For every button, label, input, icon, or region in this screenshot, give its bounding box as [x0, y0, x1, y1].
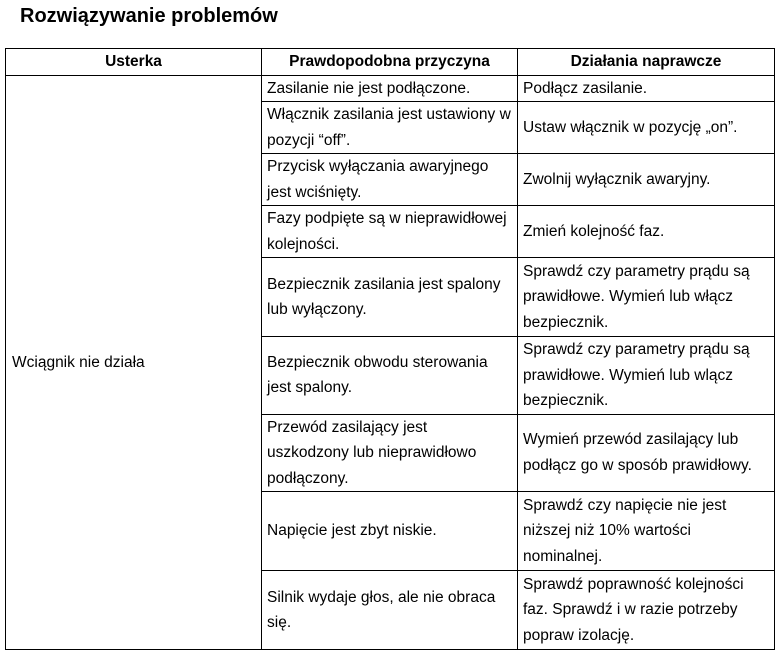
action-cell: Ustaw włącznik w pozycję „on”.	[518, 102, 775, 154]
cause-cell: Przewód zasilający jest uszkodzony lub nieprawidłowo podłączony.	[262, 414, 518, 492]
header-action: Działania naprawcze	[518, 49, 775, 76]
action-cell: Sprawdź czy napięcie nie jest niższej niż 10% wartości nominalnej.	[518, 492, 775, 571]
cause-cell: Bezpiecznik obwodu sterowania jest spalony.	[262, 337, 518, 415]
action-cell: Sprawdź czy parametry prądu są prawidłowe. Wymień lub wlącz bezpiecznik.	[518, 337, 775, 415]
page-title: Rozwiązywanie problemów	[20, 5, 278, 27]
header-cause: Prawdopodobna przyczyna	[262, 49, 518, 76]
header-row	[6, 49, 775, 76]
cause-cell: Fazy podpięte są w nieprawidłowej kolejności.	[262, 206, 518, 258]
action-cell: Zwolnij wyłącznik awaryjny.	[518, 154, 775, 206]
cause-cell: Bezpiecznik zasilania jest spalony lub wyłączony.	[262, 258, 518, 337]
action-cell: Sprawdź poprawność kolejności faz. Sprawdź i w razie potrzeby popraw izolację.	[518, 571, 775, 650]
action-cell: Podłącz zasilanie.	[518, 75, 775, 102]
action-cell: Wymień przewód zasilający lub podłącz go w sposób prawidłowy.	[518, 414, 775, 492]
cause-cell: Przycisk wyłączania awaryjnego jest wciśnięty.	[262, 154, 518, 206]
cause-cell: Zasilanie nie jest podłączone.	[262, 75, 518, 102]
table-row	[6, 75, 775, 102]
cause-cell: Napięcie jest zbyt niskie.	[262, 492, 518, 571]
cause-cell: Silnik wydaje głos, ale nie obraca się.	[262, 571, 518, 650]
header-fault: Usterka	[6, 49, 262, 76]
fault-cell: Wciągnik nie działa	[6, 75, 262, 650]
cause-cell: Włącznik zasilania jest ustawiony w pozycji “off”.	[262, 102, 518, 154]
troubleshooting-table	[5, 48, 775, 650]
action-cell: Zmień kolejność faz.	[518, 206, 775, 258]
action-cell: Sprawdź czy parametry prądu są prawidłowe. Wymień lub włącz bezpiecznik.	[518, 258, 775, 337]
